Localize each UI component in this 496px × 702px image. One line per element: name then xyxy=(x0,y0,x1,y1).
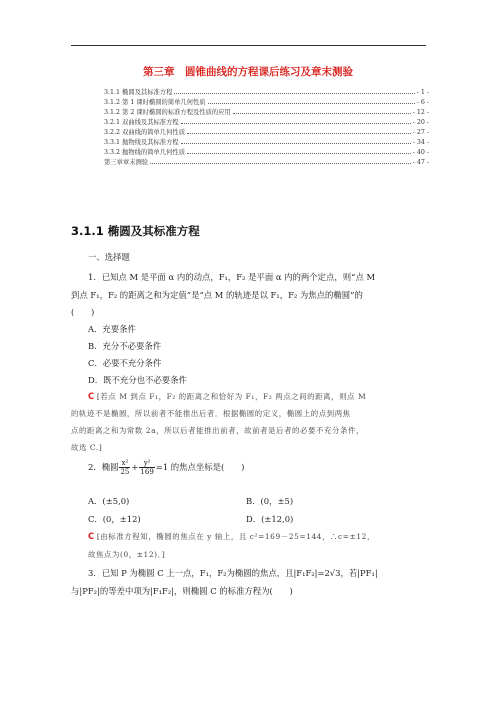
q2-solution-line: 故焦点为(0，±12)．] xyxy=(88,550,166,559)
q1-solution-line: C [若点 M 到点 F₁，F₂ 的距离之和恰好为 F₁，F₂ 两点之间的距离，则点 M xyxy=(88,391,367,401)
q2-option-a: A．(±5,0) xyxy=(88,496,130,506)
q2-stem: 2．椭圆 $\frac{\text{x²}}{25}$ + $\frac{\text{y²}}{169}$ =1 的焦点坐标是( ) xyxy=(88,459,245,476)
toc-entry[interactable]: 3.3.1 抛物线及其标准方程 - 34 - xyxy=(104,139,429,146)
q3-text-line: 与|PF₂|的等差中项为|F₁F₂|，则椭圆 C 的标准方程为( ) xyxy=(71,586,293,596)
q1-solution-line: 的轨迹不是椭圆，所以前者不能推出后者．根据椭圆的定义，椭圆上的点到两焦 xyxy=(71,409,351,418)
header-rule xyxy=(71,45,426,46)
q2-answer: C xyxy=(88,531,95,541)
part-heading: 一、选择题 xyxy=(88,252,130,262)
toc-entry[interactable]: 第三章章末测验 - 47 - xyxy=(104,159,429,166)
table-of-contents xyxy=(104,86,429,166)
q1-option-c: C．必要不充分条件 xyxy=(88,358,162,368)
q1-text-line: ( ) xyxy=(71,307,95,317)
toc-entry[interactable]: 3.2.1 双曲线及其标准方程 - 20 - xyxy=(104,119,429,126)
q1-option-d: D．既不充分也不必要条件 xyxy=(88,375,187,385)
toc-entry[interactable]: 3.2.2 双曲线的简单几何性质 - 27 - xyxy=(104,129,429,136)
q1-solution-line: 点的距离之和为常数 2a，所以后者能推出前者，故前者是后者的必要不充分条件， xyxy=(71,426,364,435)
q2-option-d: D．(±12,0) xyxy=(246,514,294,524)
q2-option-c: C．(0，±12) xyxy=(88,514,141,524)
q1-text-line: 1．已知点 M 是平面 α 内的动点，F₁，F₂ 是平面 α 内的两个定点，则“点 M xyxy=(88,272,376,282)
q1-answer: C xyxy=(88,391,95,401)
q3-text-line: 3．已知 P 为椭圆 C 上一点，F₁，F₂为椭圆的焦点，且|F₁F₂|=2√3，若|PF₁| xyxy=(88,568,378,578)
fraction: $\frac{\text{y²}}{169}$ xyxy=(140,459,154,476)
toc-entry[interactable]: 3.1.2 第 1 课时椭圆的简单几何性质 - 6 - xyxy=(104,99,429,106)
fraction: $\frac{\text{x²}}{25}$ xyxy=(120,459,130,476)
q2-solution-line: C [由标准方程知，椭圆的焦点在 y 轴上，且 c²=169－25=144，∴c=±12， xyxy=(88,531,375,541)
q1-solution-line: 故选 C.] xyxy=(71,443,103,452)
toc-entry[interactable]: 3.1.2 第 2 课时椭圆的标准方程及性质的应用 - 12 - xyxy=(104,109,429,116)
q2-option-b: B．(0，±5) xyxy=(246,496,294,506)
document-title: 第三章 圆锥曲线的方程课后练习及章末测验 xyxy=(143,66,353,78)
q1-text-line: 到点 F₁，F₂ 的距离之和为定值”是“点 M 的轨迹是以 F₁，F₂ 为焦点的椭圆”的 xyxy=(71,290,363,300)
toc-entry[interactable]: 3.1.1 椭圆及其标准方程 - 1 - xyxy=(104,89,429,96)
toc-entry[interactable]: 3.3.2 抛物线的简单几何性质 - 40 - xyxy=(104,149,429,156)
q1-option-b: B．充分不必要条件 xyxy=(88,341,162,351)
q1-option-a: A．充要条件 xyxy=(88,324,136,334)
section-heading: 3.1.1 椭圆及其标准方程 xyxy=(71,224,200,238)
